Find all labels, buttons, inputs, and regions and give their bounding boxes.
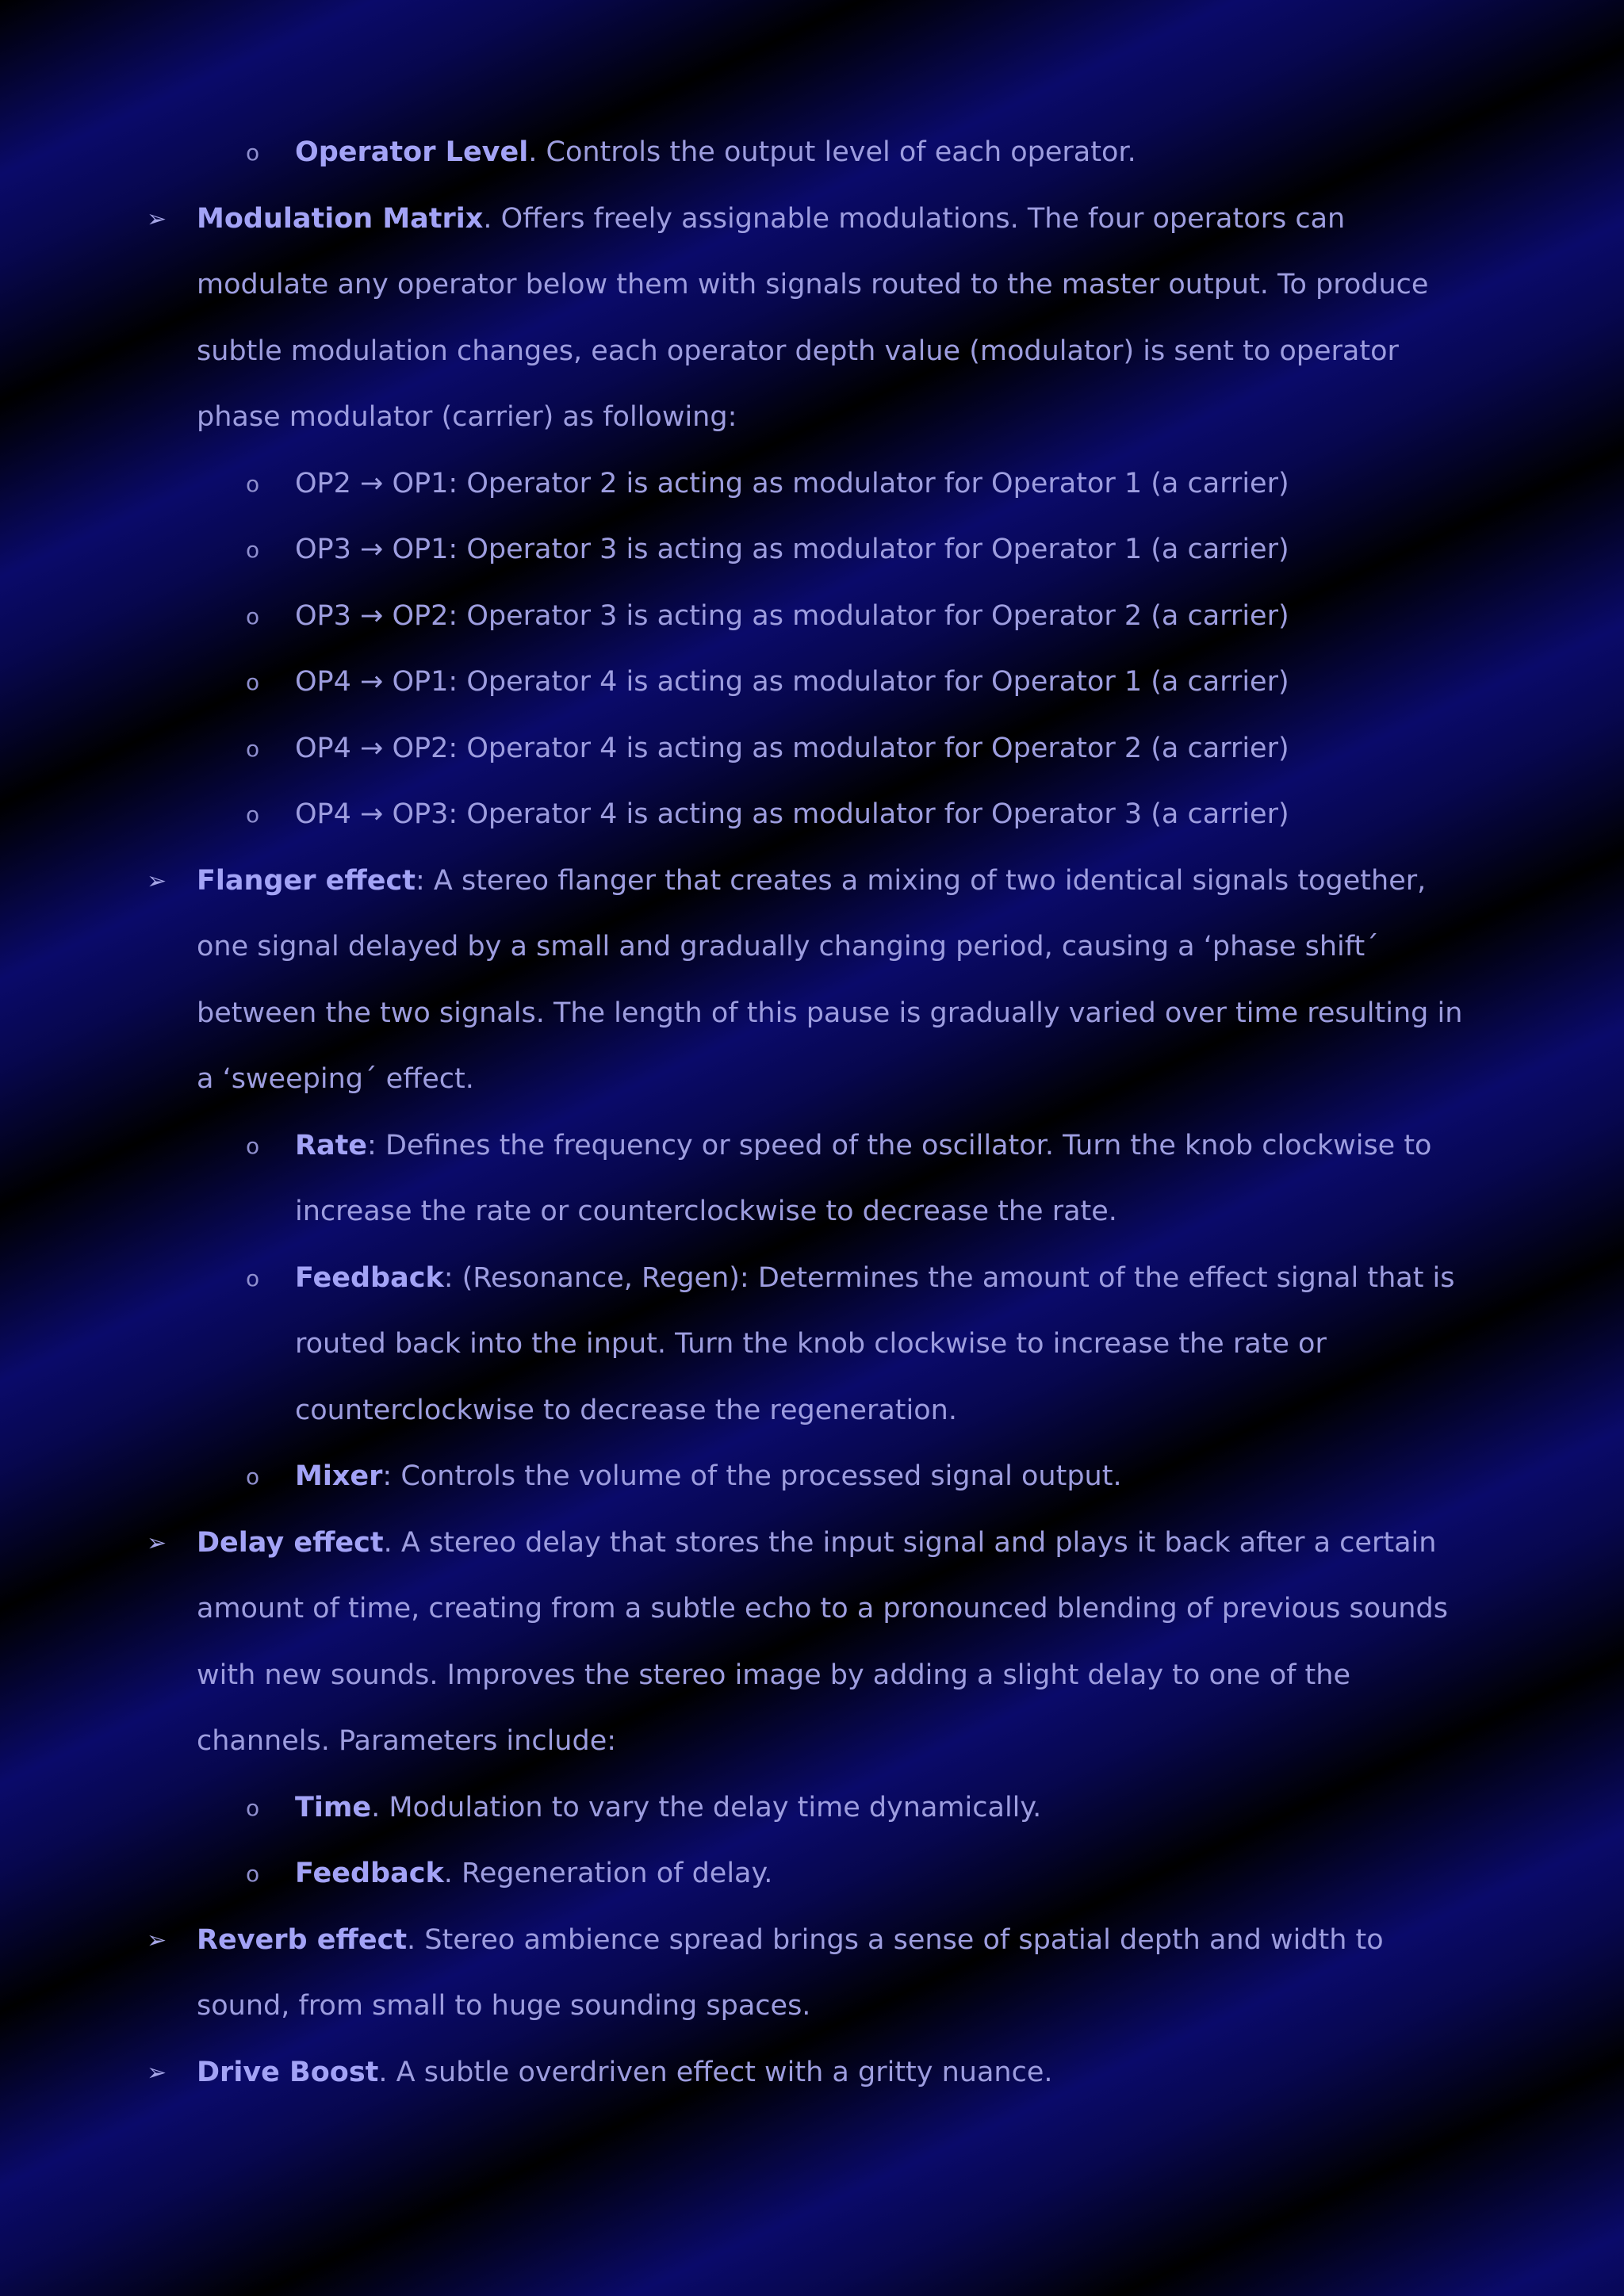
list-item-route: [0, 584, 1465, 650]
term-reverb-effect: Reverb effect: [197, 1923, 408, 1956]
route-text: OP4 → OP1: Operator 4 is acting as modulator for Operator 1 (a carrier): [295, 666, 1289, 698]
list-item-operator-level: [0, 120, 1465, 186]
term-operator-level: Operator Level: [295, 136, 529, 168]
arrow-bullet-icon: ➢: [147, 205, 167, 233]
list-item-flanger-mixer: [0, 1444, 1465, 1510]
desc-drive-boost: . A subtle overdriven effect with a gritty nuance.: [378, 2056, 1053, 2088]
list-item-route: [0, 782, 1465, 848]
circle-bullet-icon: o: [246, 1861, 260, 1887]
route-text: OP3 → OP2: Operator 3 is acting as modulator for Operator 2 (a carrier): [295, 599, 1289, 632]
list-item-modulation-matrix: [0, 186, 1465, 451]
circle-bullet-icon: o: [246, 470, 260, 497]
list-item-route: [0, 451, 1465, 518]
circle-bullet-icon: o: [246, 603, 260, 629]
list-item-reverb-effect: [0, 1908, 1465, 2040]
arrow-bullet-icon: ➢: [147, 2058, 167, 2087]
list-item-delay-feedback: [0, 1841, 1465, 1908]
circle-bullet-icon: o: [246, 1794, 260, 1821]
term-feedback: Feedback: [295, 1261, 444, 1294]
list-item-flanger-feedback: [0, 1246, 1465, 1445]
desc-rate: : Defines the frequency or speed of the oscillator. Turn the knob clockwise to increase the rate or counterclockwise to decrease the rate.: [295, 1129, 1432, 1227]
list-item-flanger-rate: [0, 1113, 1465, 1246]
term-time: Time: [295, 1791, 372, 1823]
route-text: OP2 → OP1: Operator 2 is acting as modulator for Operator 1 (a carrier): [295, 467, 1289, 499]
desc-reverb-effect: . Stereo ambience spread brings a sense of spatial depth and width to sound, from small to huge sounding spaces.: [197, 1923, 1384, 2022]
desc-delay-effect: . A stereo delay that stores the input signal and plays it back after a certain amount of time, creating from a subtle echo to a pronounced blending of previous sounds with new sounds. Improves the stereo image by adding a slight delay to one of the channels. Parameters include:: [197, 1526, 1448, 1757]
circle-bullet-icon: o: [246, 735, 260, 762]
list-item-route: [0, 716, 1465, 783]
arrow-bullet-icon: ➢: [147, 1529, 167, 1557]
circle-bullet-icon: o: [246, 1464, 260, 1490]
desc-time: . Modulation to vary the delay time dynamically.: [371, 1791, 1042, 1823]
route-text: OP3 → OP1: Operator 3 is acting as modulator for Operator 1 (a carrier): [295, 534, 1289, 565]
term-modulation-matrix: Modulation Matrix: [197, 202, 484, 235]
term-drive-boost: Drive Boost: [197, 2056, 379, 2088]
term-delay-feedback: Feedback: [295, 1858, 444, 1889]
term-mixer: Mixer: [295, 1460, 383, 1492]
list-item-delay-time: [0, 1775, 1465, 1842]
term-delay-effect: Delay effect: [197, 1526, 384, 1559]
circle-bullet-icon: o: [246, 537, 260, 563]
circle-bullet-icon: o: [246, 1265, 260, 1292]
term-rate: Rate: [295, 1129, 368, 1161]
desc-flanger-effect: : A stereo flanger that creates a mixing of two identical signals together, one signal delayed by a small and gradually changing period, causing a ‘phase shift´ between the two signals. The length of this pause is gradually varied over time resulting in a ‘sweeping´ effect.: [197, 864, 1463, 1095]
desc-feedback: : (Resonance, Regen): Determines the amount of the effect signal that is routed back into the input. Turn the knob clockwise to increase the rate or counterclockwise to decrease the regeneration.: [295, 1261, 1455, 1426]
desc-delay-feedback: . Regeneration of delay.: [443, 1858, 773, 1889]
desc-modulation-matrix: . Offers freely assignable modulations. The four operators can modulate any operator below them with signals routed to the master output. To produce subtle modulation changes, each operator depth value (modulator) is sent to operator phase modulator (carrier) as following:: [197, 202, 1429, 433]
desc-operator-level: . Controls the output level of each operator.: [528, 136, 1136, 168]
list-item-route: [0, 649, 1465, 716]
term-flanger-effect: Flanger effect: [197, 864, 416, 897]
list-item-delay-effect: [0, 1510, 1465, 1775]
list-item-drive-boost: [0, 2040, 1465, 2107]
arrow-bullet-icon: ➢: [147, 1926, 167, 1954]
circle-bullet-icon: o: [246, 802, 260, 828]
route-text: OP4 → OP3: Operator 4 is acting as modulator for Operator 3 (a carrier): [295, 798, 1289, 830]
circle-bullet-icon: o: [246, 669, 260, 695]
desc-mixer: : Controls the volume of the processed signal output.: [382, 1460, 1122, 1492]
circle-bullet-icon: o: [246, 140, 260, 166]
list-item-route: [0, 517, 1465, 584]
list-item-flanger-effect: [0, 848, 1465, 1113]
document-text: [0, 120, 1624, 2106]
arrow-bullet-icon: ➢: [147, 867, 167, 895]
route-text: OP4 → OP2: Operator 4 is acting as modulator for Operator 2 (a carrier): [295, 732, 1289, 764]
circle-bullet-icon: o: [246, 1132, 260, 1159]
